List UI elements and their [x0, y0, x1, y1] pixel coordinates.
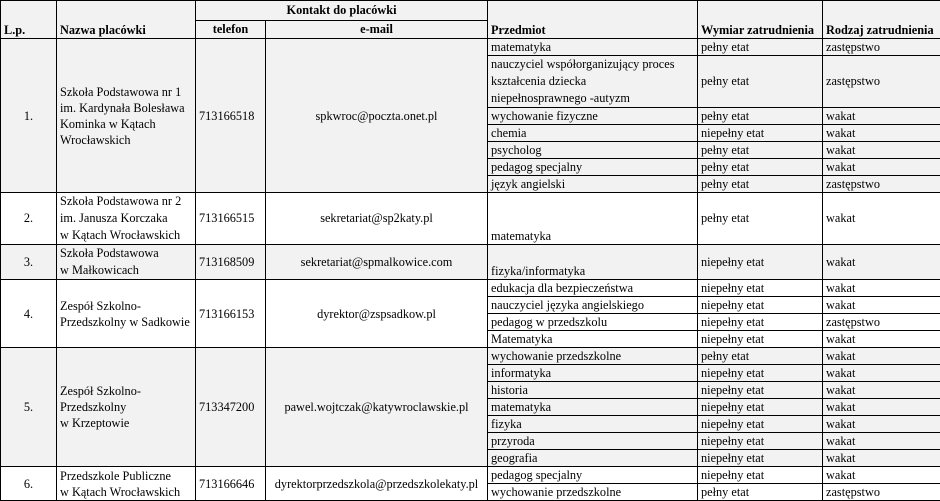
email-cell: spkwroc@poczta.onet.pl [266, 39, 488, 193]
type-cell: wakat [823, 433, 940, 450]
subject-cell: matematyka [488, 193, 698, 245]
institution-name-cell [57, 348, 196, 467]
scope-cell: pełny etat [698, 348, 823, 365]
scope-cell: niepełny etat [698, 314, 823, 331]
table-row [1, 193, 940, 245]
subject-cell: Matematyka [488, 331, 698, 348]
institution-name-line: w Krzeptowie [60, 416, 129, 430]
table-row [1, 39, 940, 56]
header-lp: L.p. [1, 1, 57, 39]
header-employment-scope: Wymiar zatrudnienia [698, 1, 823, 39]
subject-cell: pedagog specjalny [488, 159, 698, 176]
institution-name-line: w Kątach Wrocławskich [60, 485, 180, 499]
scope-cell: niepełny etat [698, 297, 823, 314]
table-row [1, 467, 940, 484]
institution-name-line: w Małkowicach [60, 263, 139, 277]
institution-name-line: Szkoła Podstawowa nr 2 [60, 194, 181, 208]
type-cell: wakat [823, 348, 940, 365]
scope-cell: pełny etat [698, 159, 823, 176]
institution-name-line: Zespół Szkolno- [60, 384, 141, 398]
type-cell: wakat [823, 399, 940, 416]
subject-cell: chemia [488, 125, 698, 142]
scope-cell: niepełny etat [698, 331, 823, 348]
type-cell: wakat [823, 125, 940, 142]
institution-name-cell [57, 280, 196, 348]
scope-cell: niepełny etat [698, 416, 823, 433]
subject-cell: przyroda [488, 433, 698, 450]
scope-cell: pełny etat [698, 39, 823, 56]
subject-cell: matematyka [488, 39, 698, 56]
institution-name-line: Przedszkolny [60, 400, 126, 414]
scope-cell: niepełny etat [698, 467, 823, 484]
phone-cell: 713166646 [196, 467, 266, 501]
subject-line: kształcenia dziecka [491, 74, 586, 88]
type-cell: wakat [823, 331, 940, 348]
lp-cell: 5. [1, 348, 57, 467]
institution-name-cell [57, 245, 196, 280]
subject-cell: informatyka [488, 365, 698, 382]
subject-cell: wychowanie fizyczne [488, 108, 698, 125]
header-contact: Kontakt do placówki [196, 1, 488, 21]
scope-cell: niepełny etat [698, 382, 823, 399]
type-cell: wakat [823, 193, 940, 245]
subject-cell: fizyka/informatyka [488, 245, 698, 280]
subject-cell: edukacja dla bezpieczeństwa [488, 280, 698, 297]
type-cell: wakat [823, 159, 940, 176]
subject-cell [488, 56, 698, 108]
table-row [1, 245, 940, 280]
email-cell: sekretariat@spmalkowice.com [266, 245, 488, 280]
type-cell: zastępstwo [823, 56, 940, 108]
type-cell: wakat [823, 108, 940, 125]
scope-cell: niepełny etat [698, 245, 823, 280]
type-cell: zastępstwo [823, 39, 940, 56]
scope-cell: niepełny etat [698, 433, 823, 450]
institution-name-line: Przedszkole Publiczne [60, 469, 171, 483]
header-institution-name: Nazwa placówki [57, 1, 196, 39]
lp-cell: 2. [1, 193, 57, 245]
header-phone: telefon [196, 21, 266, 39]
table-row [1, 348, 940, 365]
email-cell: pawel.wojtczak@katywroclawskie.pl [266, 348, 488, 467]
email-cell: sekretariat@sp2katy.pl [266, 193, 488, 245]
subject-line: niepełnosprawnego -autyzm [491, 91, 630, 105]
institution-name-cell [57, 193, 196, 245]
type-cell: zastępstwo [823, 176, 940, 193]
subject-cell: matematyka [488, 399, 698, 416]
type-cell: zastępstwo [823, 314, 940, 331]
header-subject: Przedmiot [488, 1, 698, 39]
type-cell: wakat [823, 467, 940, 484]
institution-name-line: Szkoła Podstawowa nr 1 [60, 85, 181, 99]
type-cell: wakat [823, 280, 940, 297]
institution-name-cell [57, 467, 196, 501]
lp-cell: 4. [1, 280, 57, 348]
scope-cell: pełny etat [698, 108, 823, 125]
subject-cell: wychowanie przedszkolne [488, 484, 698, 501]
institution-name-line: im. Kardynała Bolesława [60, 101, 185, 115]
subject-cell: fizyka [488, 416, 698, 433]
header-employment-type: Rodzaj zatrudnienia [823, 1, 940, 39]
subject-cell: język angielski [488, 176, 698, 193]
scope-cell: pełny etat [698, 142, 823, 159]
table-row [1, 280, 940, 297]
institution-name-line: im. Janusza Korczaka [60, 211, 168, 225]
lp-cell: 6. [1, 467, 57, 501]
institution-name-line: Szkoła Podstawowa [60, 246, 159, 260]
subject-cell: nauczyciel języka angielskiego [488, 297, 698, 314]
phone-cell: 713166153 [196, 280, 266, 348]
subject-cell: pedagog w przedszkolu [488, 314, 698, 331]
scope-cell: pełny etat [698, 193, 823, 245]
type-cell: wakat [823, 416, 940, 433]
type-cell: wakat [823, 365, 940, 382]
subject-line: nauczyciel współorganizujący proces [491, 57, 674, 71]
scope-cell: niepełny etat [698, 365, 823, 382]
phone-cell: 713166515 [196, 193, 266, 245]
institution-name-line: w Kątach Wrocławskich [60, 228, 180, 242]
subject-cell: psycholog [488, 142, 698, 159]
lp-cell: 3. [1, 245, 57, 280]
subject-cell: wychowanie przedszkolne [488, 348, 698, 365]
phone-cell: 713168509 [196, 245, 266, 280]
type-cell: wakat [823, 450, 940, 467]
scope-cell: niepełny etat [698, 280, 823, 297]
type-cell: wakat [823, 142, 940, 159]
scope-cell: niepełny etat [698, 399, 823, 416]
phone-cell: 713166518 [196, 39, 266, 193]
phone-cell: 713347200 [196, 348, 266, 467]
type-cell: zastępstwo [823, 484, 940, 501]
type-cell: wakat [823, 382, 940, 399]
email-cell: dyrektor@zspsadkow.pl [266, 280, 488, 348]
type-cell: wakat [823, 245, 940, 280]
scope-cell: niepełny etat [698, 450, 823, 467]
scope-cell: niepełny etat [698, 125, 823, 142]
subject-cell: historia [488, 382, 698, 399]
subject-cell: pedagog specjalny [488, 467, 698, 484]
institution-name-cell [57, 39, 196, 193]
subject-cell: geografia [488, 450, 698, 467]
type-cell: wakat [823, 297, 940, 314]
lp-cell: 1. [1, 39, 57, 193]
institution-name-line: Wrocławskich [60, 133, 131, 147]
institution-name-line: Kominka w Kątach [60, 117, 156, 131]
scope-cell: pełny etat [698, 56, 823, 108]
institution-name-line: Zespół Szkolno- [60, 299, 141, 313]
email-cell: dyrektorprzedszkola@przedszkolekaty.pl [266, 467, 488, 501]
scope-cell: pełny etat [698, 484, 823, 501]
scope-cell: pełny etat [698, 176, 823, 193]
institution-name-line: Przedszkolny w Sadkowie [60, 315, 190, 329]
header-email: e-mail [266, 21, 488, 39]
